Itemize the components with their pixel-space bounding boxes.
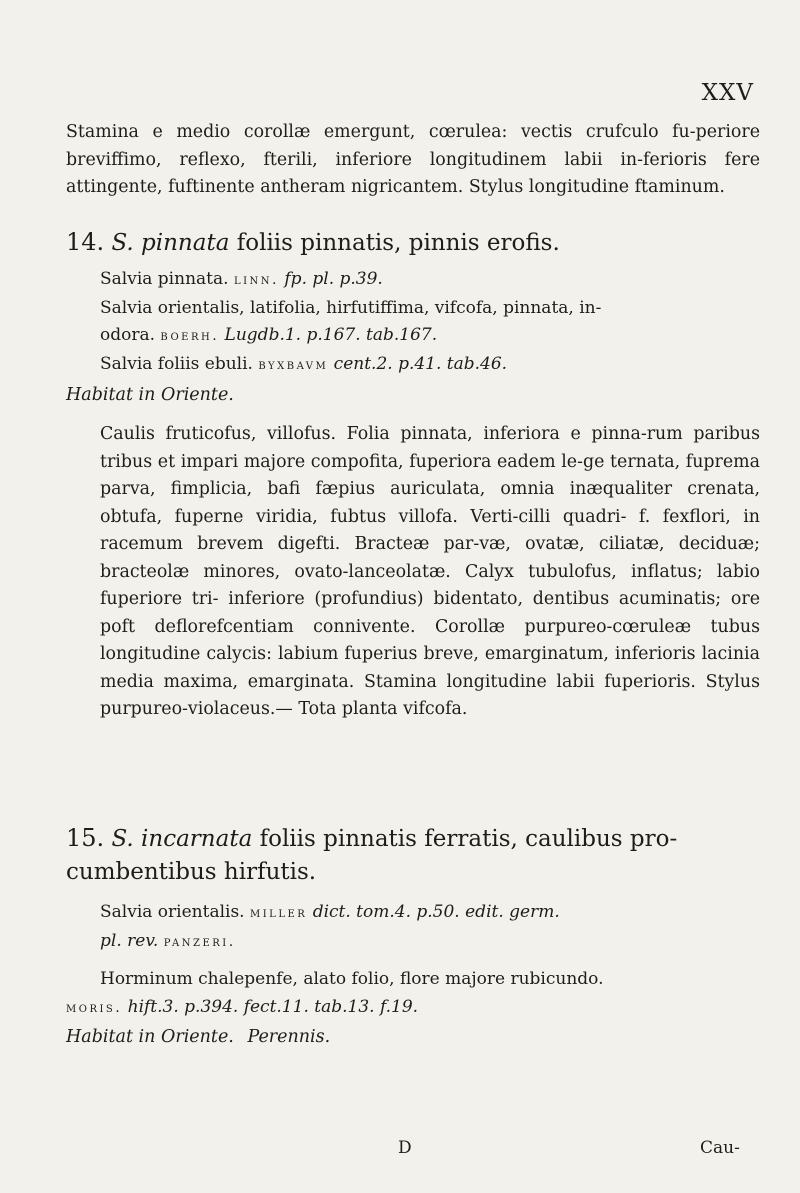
- species-14-heading: [66, 225, 760, 260]
- species-14-diagnosis: foliis pinnatis, pinnis erofis.: [236, 230, 560, 256]
- species-15-number: 15.: [66, 824, 105, 852]
- species-15-diagnosis-2: cumbentibus hirfutis.: [66, 859, 317, 885]
- intro-paragraph: [66, 119, 760, 202]
- species-14: [66, 225, 760, 724]
- species-15-habitat: Habitat in Oriente. Perennis.: [66, 1027, 331, 1047]
- species-14-description: Caulis fruticofus, villofus. Folia pinnata, inferiora e pinna-rum paribus tribus et impari majore compofita, fuperiora eadem le-ge ternata, fuprema parva, fimplicia, bafi fæpius auriculata, omnia inæqualiter crenata, obtufa, fuperne viridia, fubtus villofa. Verti-cilli quadri- f. fexflori, in racemum brevem digefti. Bracteæ par-væ, ovatæ, ciliatæ, deciduæ; bracteolæ minores, ovato-lanceolatæ. Calyx tubulofus, inflatus; labio fuperiore tri- inferiore (profundius) bidentato, dentibus acuminatis; ore poft deflorefcentiam connivente. Corollæ purpureo-cœruleæ tubus longitudine calycis: labium fuperius breve, emarginatum, inferioris lacinia media maxima, emarginata. Stamina longitudine labii fuperioris. Stylus purpureo-violaceus.— Tota planta vifcofa.: [100, 424, 760, 719]
- reference-row: Salvia orientalis. miller dict. tom.4. p.50. edit. germ.: [100, 902, 560, 922]
- species-15-references: [66, 899, 760, 1022]
- reference-row: Salvia foliis ebuli. byxbavm cent.2. p.41. tab.46.: [100, 353, 508, 374]
- species-14-name: S. pinnata: [111, 230, 230, 256]
- reference-row-continued: odora. boerh. Lugdb.1. p.167. tab.167.: [100, 325, 438, 345]
- species-15-heading: [66, 822, 760, 856]
- reference-row: Salvia orientalis, latifolia, hirfutiffima, vifcofa, pinnata, in-: [100, 297, 602, 318]
- species-14-habitat: Habitat in Oriente.: [66, 385, 234, 405]
- page-number: XXV: [701, 80, 754, 106]
- signature-mark: D: [398, 1138, 412, 1158]
- species-15: [66, 822, 760, 1051]
- species-15-name: S. incarnata: [111, 826, 253, 852]
- species-14-references: [66, 266, 760, 379]
- reference-row: Salvia pinnata. linn. fp. pl. p.39.: [100, 269, 383, 289]
- species-15-diagnosis-1: foliis pinnatis ferratis, caulibus pro-: [259, 826, 678, 852]
- reference-row-continued: pl. rev. panzeri.: [100, 930, 236, 951]
- catchword: Cau-: [700, 1138, 740, 1158]
- intro-text: Stamina e medio corollæ emergunt, cœrulea: vectis crufculo fu-periore breviffimo, reflexo, fterili, inferiore longitudinem labii in-ferioris fere attingente, fuftinente antheram nigricantem. Stylus longitudine ftaminum.: [66, 122, 760, 197]
- species-14-number: 14.: [66, 228, 105, 256]
- reference-row: Horminum chalepenfe, alato folio, flore majore rubicundo.: [100, 969, 604, 989]
- reference-row-continued: moris. hift.3. p.394. fect.11. tab.13. f.19.: [66, 996, 419, 1017]
